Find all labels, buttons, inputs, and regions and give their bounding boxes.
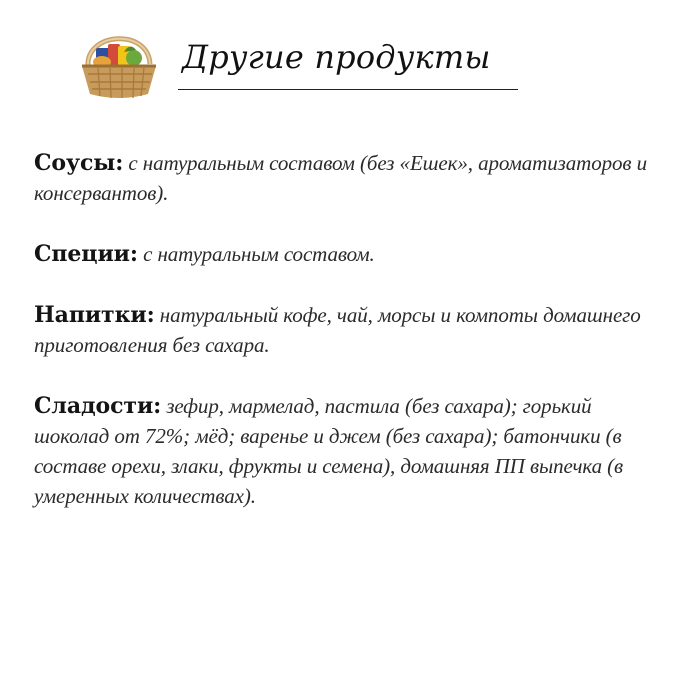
section-sweets <box>34 391 654 511</box>
section-text: зефир, мармелад, пастила (без сахара); горький шоколад от 72%; мёд; варенье и джем (без сахара); батончики (в составе орехи, злаки, фрукты и семена), домашняя ПП выпечка (в умеренных количествах). <box>34 394 624 508</box>
section-label: Соусы: <box>34 150 124 176</box>
section-label: Специи: <box>34 241 138 267</box>
section-paragraph <box>34 391 654 511</box>
page-title: Другие продукты <box>182 38 491 76</box>
section-paragraph <box>34 300 654 360</box>
section-paragraph <box>34 239 654 269</box>
content <box>34 148 654 542</box>
section-sauces <box>34 148 654 208</box>
section-label: Напитки: <box>34 302 155 328</box>
header <box>74 18 524 96</box>
title-underline <box>178 89 518 90</box>
food-basket-icon <box>74 22 164 102</box>
section-spices <box>34 239 654 269</box>
section-text: с натуральным составом (без «Ешек», ароматизаторов и консервантов). <box>34 151 647 205</box>
section-label: Сладости: <box>34 393 162 419</box>
section-drinks <box>34 300 654 360</box>
section-text: натуральный кофе, чай, морсы и компоты домашнего приготовления без сахара. <box>34 303 641 357</box>
section-text: с натуральным составом. <box>137 242 375 266</box>
section-paragraph <box>34 148 654 208</box>
